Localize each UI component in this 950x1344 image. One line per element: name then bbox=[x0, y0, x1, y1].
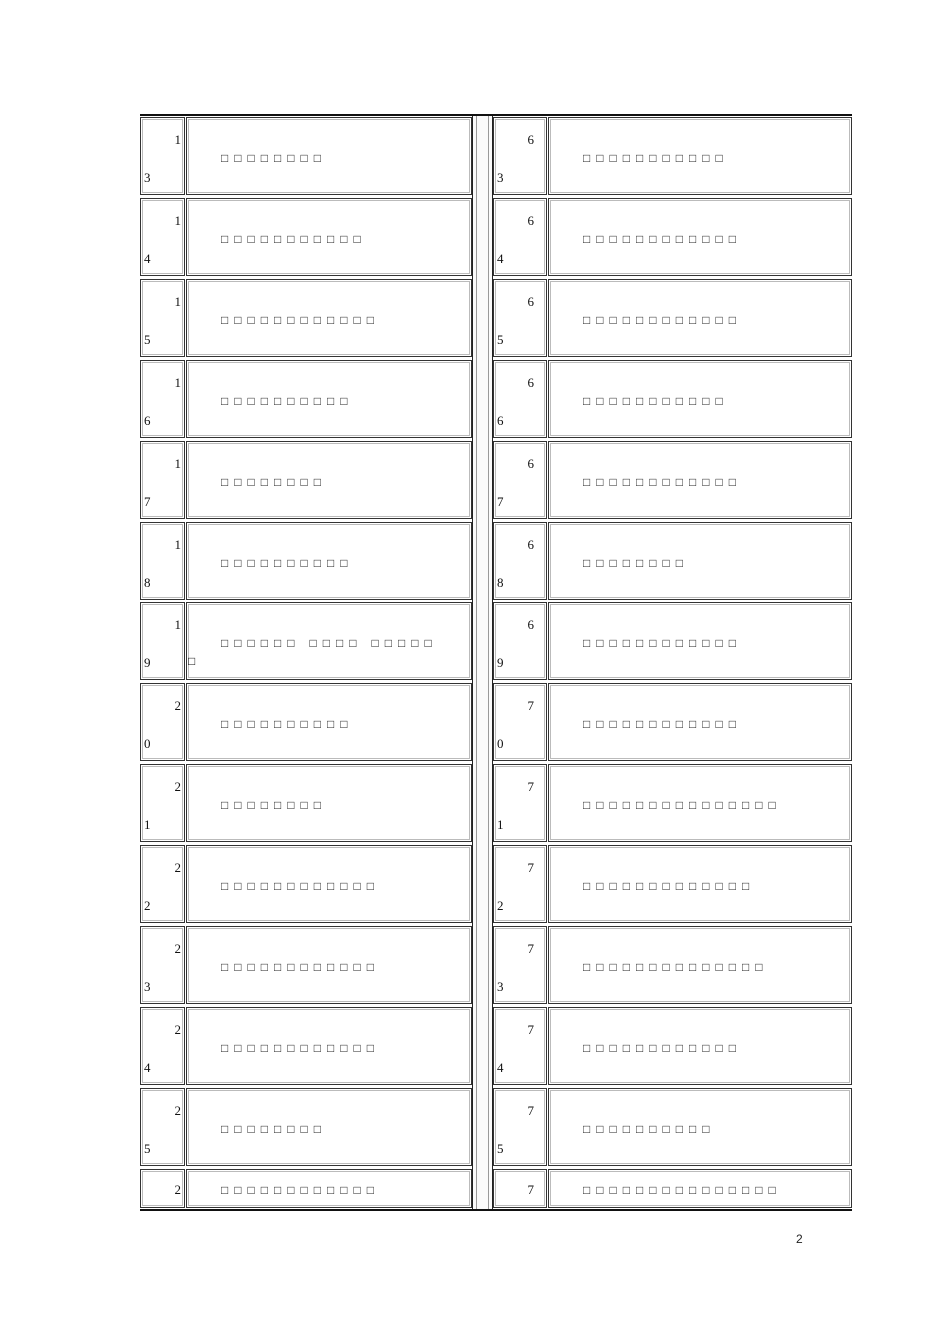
item-name-text: □□□□□□□□□□ bbox=[221, 555, 354, 570]
table-row bbox=[140, 1006, 472, 1086]
table-row bbox=[493, 763, 852, 843]
row-number-digit-top: 6 bbox=[527, 455, 534, 471]
item-name-cell bbox=[186, 683, 472, 761]
table-row bbox=[140, 440, 472, 520]
row-number-digit-top: 1 bbox=[174, 617, 181, 633]
table-row bbox=[493, 521, 852, 601]
item-name-cell bbox=[186, 1088, 472, 1166]
row-number-cell bbox=[493, 279, 547, 357]
row-number-digit-top: 2 bbox=[174, 941, 181, 956]
item-name-cell bbox=[186, 117, 472, 195]
row-number-digit-bottom: 8 bbox=[144, 574, 151, 590]
row-number-digit-bottom: 3 bbox=[144, 979, 151, 994]
item-name-text: □□□□□□□□□□□□ bbox=[583, 636, 742, 651]
row-number-digit-bottom: 1 bbox=[144, 817, 151, 833]
row-number-digit-bottom: 6 bbox=[497, 412, 504, 428]
item-name-cell bbox=[186, 279, 472, 357]
row-number-cell bbox=[493, 522, 547, 600]
item-table bbox=[140, 114, 852, 1211]
item-name-text: □□□□□□□□□□□□ bbox=[221, 1040, 380, 1055]
item-name-text: □□□□□□□□□□□□ bbox=[221, 1182, 380, 1197]
row-number-digit-top: 6 bbox=[527, 617, 534, 633]
row-number-digit-bottom: 2 bbox=[497, 898, 504, 914]
item-name-text: □□□□□□ □□□□ □□□□□ bbox=[221, 636, 438, 651]
item-name-cell bbox=[548, 845, 852, 923]
item-name-cell bbox=[186, 1169, 472, 1208]
item-name-cell bbox=[186, 845, 472, 923]
row-number-cell bbox=[140, 683, 185, 761]
table-row bbox=[140, 116, 472, 196]
row-number-digit-top: 1 bbox=[174, 455, 181, 471]
row-number-digit-top: 7 bbox=[527, 698, 534, 714]
row-number-cell bbox=[140, 198, 185, 276]
row-number-digit-top: 1 bbox=[174, 374, 181, 390]
row-number-cell bbox=[140, 845, 185, 923]
row-number-digit-top: 6 bbox=[527, 132, 534, 147]
page-number: 2 bbox=[796, 1232, 803, 1246]
item-name-cell bbox=[548, 1088, 852, 1166]
row-number-cell bbox=[140, 602, 185, 680]
row-number-cell bbox=[140, 764, 185, 842]
row-number-digit-top: 1 bbox=[174, 293, 181, 309]
item-name-text: □□□□□□□□□□□□ bbox=[583, 231, 742, 246]
row-number-cell bbox=[493, 926, 547, 1004]
table-row bbox=[493, 440, 852, 520]
row-number-cell bbox=[493, 1007, 547, 1085]
table-row bbox=[140, 601, 472, 681]
item-name-cell bbox=[548, 926, 852, 1004]
item-name-text: □□□□□□□□□□□□ bbox=[221, 960, 380, 974]
item-name-cell bbox=[186, 198, 472, 276]
row-number-digit-top: 2 bbox=[174, 860, 181, 876]
row-number-digit-bottom: 7 bbox=[144, 493, 151, 509]
item-name-cell bbox=[548, 279, 852, 357]
row-number-digit-bottom: 9 bbox=[144, 655, 151, 671]
row-number-digit-bottom: 5 bbox=[497, 331, 504, 347]
row-number-cell bbox=[493, 198, 547, 276]
row-number-digit-top: 2 bbox=[174, 1102, 181, 1118]
table-row bbox=[493, 925, 852, 1005]
item-name-text: □□□□□□□□□□□□□□□ bbox=[583, 798, 782, 813]
item-name-text: □□□□□□□□□□ bbox=[221, 717, 354, 732]
item-name-cell bbox=[548, 441, 852, 519]
table-row bbox=[493, 1168, 852, 1209]
row-number-digit-top: 6 bbox=[527, 374, 534, 390]
row-number-digit-top: 7 bbox=[527, 941, 534, 956]
row-number-digit-top: 2 bbox=[174, 698, 181, 714]
row-number-digit-top: 6 bbox=[527, 293, 534, 309]
table-row bbox=[493, 359, 852, 439]
row-number-digit-top: 1 bbox=[174, 212, 181, 228]
item-name-cell bbox=[548, 198, 852, 276]
table-row bbox=[493, 116, 852, 196]
row-number-digit-bottom: 4 bbox=[497, 250, 504, 266]
table-row bbox=[140, 1087, 472, 1167]
row-number-digit-bottom: 3 bbox=[144, 170, 151, 185]
row-number-digit-bottom: 5 bbox=[497, 1140, 504, 1156]
row-number-cell bbox=[140, 279, 185, 357]
row-number-digit-top: 6 bbox=[527, 212, 534, 228]
row-number-digit-bottom: 3 bbox=[497, 979, 504, 994]
item-name-cell bbox=[548, 522, 852, 600]
item-name-cell bbox=[548, 683, 852, 761]
table-row bbox=[140, 521, 472, 601]
item-name-text: □□□□□□□□□□□□□ bbox=[583, 879, 756, 894]
table-row bbox=[140, 359, 472, 439]
item-name-cell bbox=[186, 764, 472, 842]
item-name-text: □□□□□□□□□□□□ bbox=[221, 312, 380, 327]
row-number-cell bbox=[140, 1088, 185, 1166]
row-number-digit-bottom: 4 bbox=[144, 1059, 151, 1075]
item-name-text: □□□□□□□□□□ bbox=[583, 1121, 716, 1136]
row-number-cell bbox=[140, 926, 185, 1004]
item-name-cell bbox=[548, 117, 852, 195]
row-number-cell bbox=[493, 602, 547, 680]
right-column bbox=[493, 116, 852, 1209]
item-name-text: □□□□□□□□ bbox=[221, 151, 327, 165]
row-number-cell bbox=[140, 522, 185, 600]
item-name-cell bbox=[548, 360, 852, 438]
row-number-digit-top: 7 bbox=[527, 779, 534, 795]
row-number-digit-bottom: 9 bbox=[497, 655, 504, 671]
table-row bbox=[493, 1087, 852, 1167]
row-number-digit-bottom: 5 bbox=[144, 331, 151, 347]
item-name-text-wrap: □ bbox=[188, 654, 196, 669]
table-row bbox=[140, 925, 472, 1005]
row-number-digit-top: 7 bbox=[527, 1102, 534, 1118]
row-number-cell bbox=[493, 1088, 547, 1166]
item-name-cell bbox=[548, 764, 852, 842]
row-number-digit-bottom: 5 bbox=[144, 1140, 151, 1156]
row-number-cell bbox=[493, 845, 547, 923]
item-name-text: □□□□□□□□□□□□ bbox=[583, 717, 742, 732]
row-number-digit-bottom: 6 bbox=[144, 412, 151, 428]
item-name-cell bbox=[548, 1169, 852, 1208]
row-number-digit-bottom: 1 bbox=[497, 817, 504, 833]
left-column bbox=[140, 116, 472, 1209]
row-number-digit-top: 7 bbox=[527, 860, 534, 876]
item-name-text: □□□□□□□□□□□□ bbox=[583, 1040, 742, 1055]
row-number-digit-bottom: 3 bbox=[497, 170, 504, 185]
table-row bbox=[493, 1006, 852, 1086]
item-name-cell bbox=[186, 441, 472, 519]
item-name-cell bbox=[186, 360, 472, 438]
item-name-text: □□□□□□□□□□□ bbox=[583, 151, 729, 165]
table-row bbox=[140, 844, 472, 924]
row-number-cell bbox=[493, 360, 547, 438]
item-name-cell bbox=[186, 1007, 472, 1085]
row-number-cell bbox=[493, 441, 547, 519]
row-number-cell bbox=[493, 683, 547, 761]
item-name-text: □□□□□□□□□□ bbox=[221, 393, 354, 408]
item-name-cell bbox=[186, 926, 472, 1004]
row-number-digit-top: 2 bbox=[174, 1181, 181, 1197]
item-name-text: □□□□□□□□□□□□□□□ bbox=[583, 1182, 782, 1197]
item-name-text: □□□□□□□□□□□□ bbox=[583, 474, 742, 489]
item-name-text: □□□□□□□□ bbox=[221, 474, 327, 489]
item-name-text: □□□□□□□□ bbox=[221, 798, 327, 813]
table-row bbox=[493, 601, 852, 681]
row-number-cell bbox=[493, 764, 547, 842]
row-number-cell bbox=[493, 1169, 547, 1208]
row-number-cell bbox=[140, 360, 185, 438]
row-number-cell bbox=[140, 117, 185, 195]
row-number-digit-top: 1 bbox=[174, 132, 181, 147]
item-name-text: □□□□□□□□□□□□ bbox=[221, 879, 380, 894]
table-row bbox=[493, 197, 852, 277]
item-name-text: □□□□□□□□□□□□ bbox=[583, 312, 742, 327]
row-number-digit-top: 6 bbox=[527, 536, 534, 552]
row-number-digit-bottom: 2 bbox=[144, 898, 151, 914]
table-row bbox=[140, 763, 472, 843]
row-number-digit-bottom: 8 bbox=[497, 574, 504, 590]
item-name-cell bbox=[548, 1007, 852, 1085]
table-row bbox=[140, 682, 472, 762]
row-number-digit-bottom: 4 bbox=[144, 250, 151, 266]
table-row bbox=[140, 1168, 472, 1209]
item-name-cell bbox=[548, 602, 852, 680]
table-row bbox=[493, 682, 852, 762]
item-name-cell bbox=[186, 522, 472, 600]
item-name-text: □□□□□□□□□□□ bbox=[583, 393, 729, 408]
row-number-digit-bottom: 4 bbox=[497, 1059, 504, 1075]
row-number-digit-top: 7 bbox=[527, 1021, 534, 1037]
column-separator bbox=[472, 116, 493, 1209]
row-number-cell bbox=[140, 1007, 185, 1085]
row-number-digit-top: 1 bbox=[174, 536, 181, 552]
row-number-digit-bottom: 0 bbox=[144, 736, 151, 752]
row-number-digit-bottom: 0 bbox=[497, 736, 504, 752]
item-name-text: □□□□□□□□ bbox=[221, 1121, 327, 1136]
table-row bbox=[140, 197, 472, 277]
row-number-digit-top: 7 bbox=[527, 1181, 534, 1197]
item-name-cell bbox=[186, 602, 472, 680]
row-number-cell bbox=[493, 117, 547, 195]
table-row bbox=[140, 278, 472, 358]
row-number-cell bbox=[140, 1169, 185, 1208]
row-number-cell bbox=[140, 441, 185, 519]
item-name-text: □□□□□□□□□□□ bbox=[221, 231, 367, 246]
row-number-digit-top: 2 bbox=[174, 779, 181, 795]
item-name-text: □□□□□□□□□□□□□□ bbox=[583, 960, 769, 974]
table-row bbox=[493, 278, 852, 358]
table-row bbox=[493, 844, 852, 924]
row-number-digit-top: 2 bbox=[174, 1021, 181, 1037]
row-number-digit-bottom: 7 bbox=[497, 493, 504, 509]
item-name-text: □□□□□□□□ bbox=[583, 555, 689, 570]
